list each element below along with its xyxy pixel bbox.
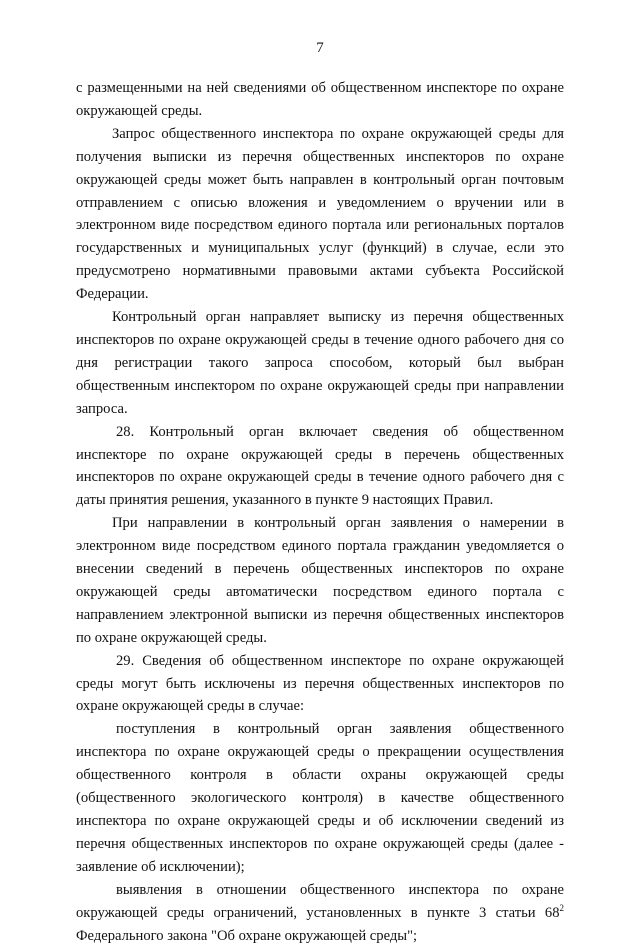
paragraph-electronic-notice: При направлении в контрольный орган заявления о намерении в электронном виде посредством единого портала гражданин уведомляется о внесении сведений в перечень общественных инспекторов по охране окружающей среды автоматически посредством единого портала с направлением электронной выписки из перечня общественных инспекторов по охране окружающей среды. (76, 515, 564, 646)
paragraph-extract-delivery: Контрольный орган направляет выписку из перечня общественных инспекторов по охране окружающей среды в течение одного рабочего дня со дня регистрации такого запроса способом, который был выбран общественным инспектором по охране окружающей среды при направлении запроса. (76, 309, 564, 417)
restrictions-text-before: выявления в отношении общественного инспектора по охране окружающей среды ограничений, установленных в пункте 3 статьи 68 (76, 881, 564, 921)
paragraph-item-29: 29. Сведения об общественном инспекторе по охране окружающей среды могут быть исключены из перечня общественных инспекторов по охране окружающей среды в случае: (76, 652, 564, 715)
document-body (76, 77, 564, 947)
restrictions-text-after: Федерального закона "Об охране окружающей среды"; (76, 927, 418, 944)
paragraph-request-info: Запрос общественного инспектора по охране окружающей среды для получения выписки из перечня общественных инспекторов по охране окружающей среды может быть направлен в контрольный орган почтовым отправлением с описью вложения и уведомлением о вручении или в электронном виде посредством единого портала или региональных порталов государственных и муниципальных услуг (функций) в случае, если это предусмотрено нормативными правовыми актами субъекта Российской Федерации. (76, 125, 564, 303)
paragraph-item-28: 28. Контрольный орган включает сведения об общественном инспекторе по охране окружающей среды в перечень общественных инспекторов по охране окружающей среды в течение одного рабочего дня с даты принятия решения, указанного в пункте 9 настоящих Правил. (76, 423, 564, 509)
paragraph-restrictions (76, 879, 564, 947)
page-number: 7 (316, 40, 324, 56)
paragraph-continuation: с размещенными на ней сведениями об общественном инспекторе по охране окружающей среды. (76, 80, 564, 119)
paragraph-exclusion-request: поступления в контрольный орган заявления общественного инспектора по охране окружающей среды о прекращении осуществления общественного контроля в области охраны окружающей среды (общественного экологического контроля) в качестве общественного инспектора по охране окружающей среды и об исключении сведений из перечня общественных инспекторов по охране окружающей среды (далее - заявление об исключении); (76, 721, 564, 875)
article-superscript: 2 (559, 902, 564, 913)
